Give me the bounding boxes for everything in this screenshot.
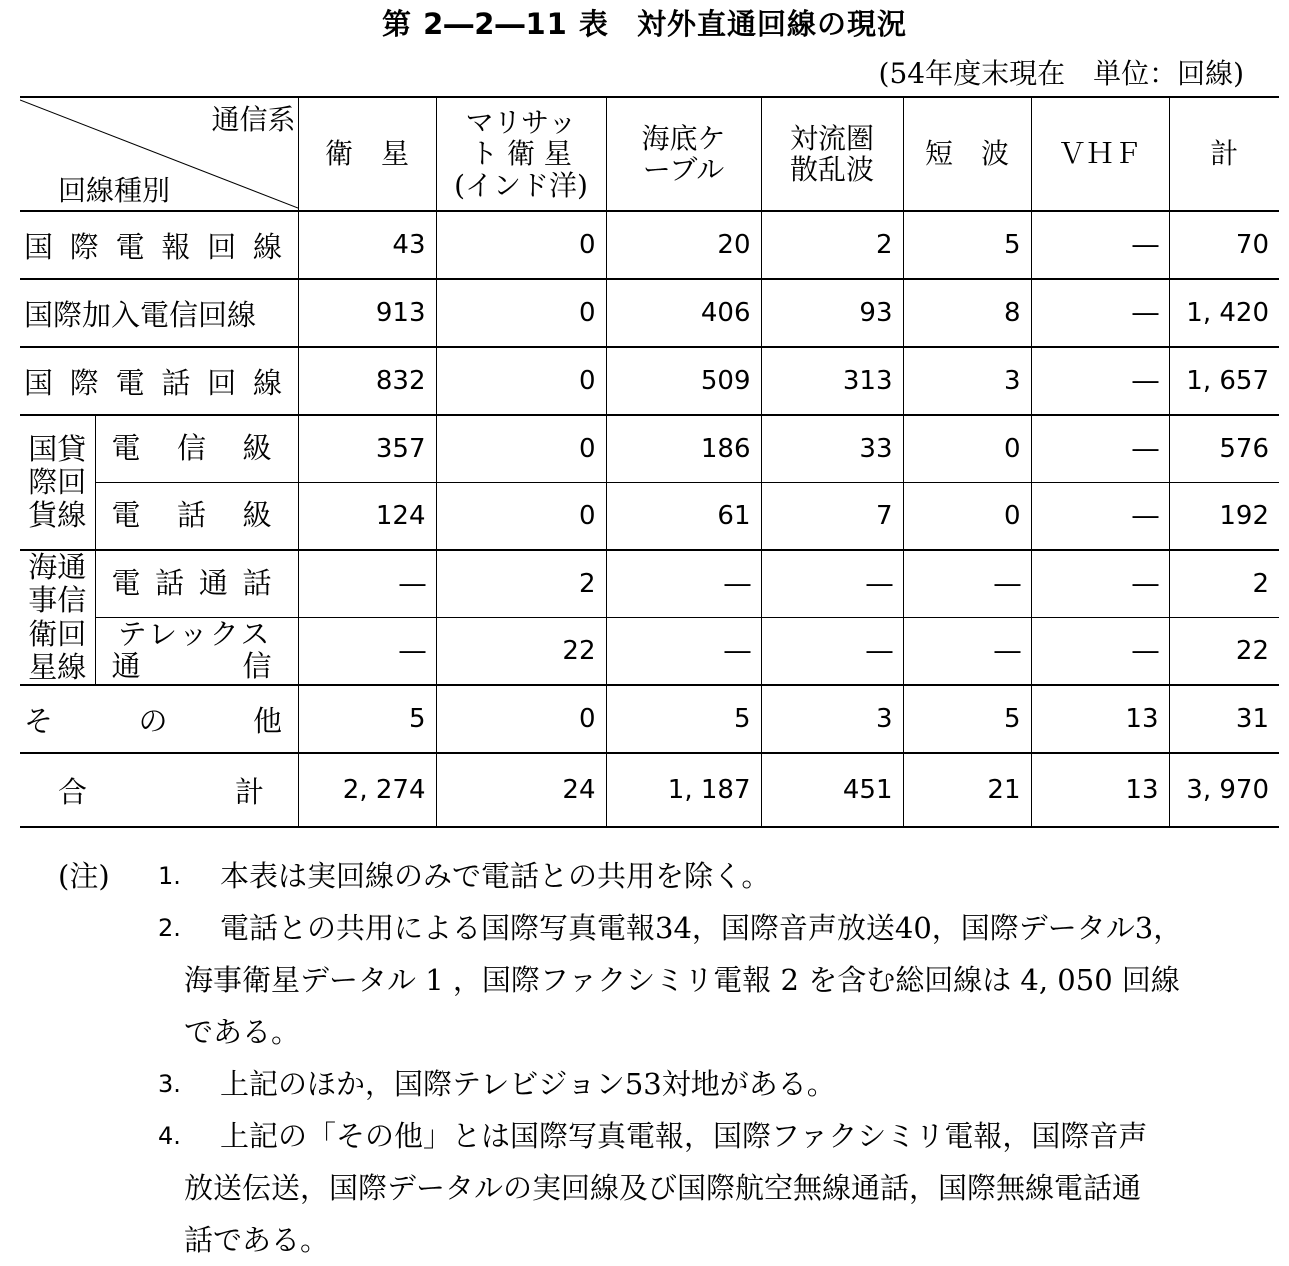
cell: 0 bbox=[436, 211, 606, 279]
unit-note: (54年度末現在 単位：回線) bbox=[878, 57, 1244, 90]
table-row bbox=[20, 618, 1279, 686]
col-header-cable: 海底ケ ーブル bbox=[606, 97, 761, 211]
cell: 186 bbox=[606, 415, 761, 483]
header-row bbox=[20, 97, 1279, 211]
table-title bbox=[0, 2, 1289, 43]
col-header-shortwave: 短 波 bbox=[903, 97, 1031, 211]
cell: 21 bbox=[903, 753, 1031, 827]
cell: ― bbox=[1031, 211, 1169, 279]
sub-row-label: 電 話 級 bbox=[95, 483, 298, 551]
cell: ― bbox=[298, 618, 436, 686]
note-item: 2. 電話との共用による国際写真電報34，国際音声放送40，国際データル3， 海事衛星データル 1 ，国際ファクシミリ電報 2 を含む総回線は 4, 050 回線 である。 bbox=[158, 911, 1183, 1049]
note-item: 4. 上記の「その他」とは国際写真電報，国際ファクシミリ電報，国際音声 放送伝送，国際データルの実回線及び国際航空無線通話，国際無線電話通 話である。 bbox=[158, 1119, 1148, 1257]
cell: 509 bbox=[606, 347, 761, 415]
circuits-table bbox=[20, 96, 1279, 828]
cell: ― bbox=[1031, 550, 1169, 618]
cell: ― bbox=[1031, 279, 1169, 347]
cell: ― bbox=[1031, 483, 1169, 551]
corner-bottom-label: 回線種別 bbox=[58, 173, 171, 207]
cell: 22 bbox=[436, 618, 606, 686]
cell: 0 bbox=[436, 685, 606, 753]
cell: 5 bbox=[298, 685, 436, 753]
row-label: 国 際 電 報 回 線 bbox=[20, 211, 298, 279]
notes-label: (注) bbox=[58, 859, 110, 893]
cell: 0 bbox=[436, 279, 606, 347]
table-number: 第 2―2―11 表 bbox=[382, 7, 609, 41]
cell: 2 bbox=[1169, 550, 1279, 618]
row-label: そ の 他 bbox=[20, 685, 298, 753]
cell: 576 bbox=[1169, 415, 1279, 483]
notes bbox=[58, 850, 1278, 1266]
cell: ― bbox=[1031, 415, 1169, 483]
row-label: 国 際 電 話 回 線 bbox=[20, 347, 298, 415]
cell: 451 bbox=[761, 753, 903, 827]
cell: 1, 420 bbox=[1169, 279, 1279, 347]
cell: 93 bbox=[761, 279, 903, 347]
cell: 61 bbox=[606, 483, 761, 551]
cell: 7 bbox=[761, 483, 903, 551]
table-row bbox=[20, 347, 1279, 415]
group-label-leased: 国貸 際回 貨線 bbox=[20, 415, 95, 550]
col-header-troposcatter: 対流圏 散乱波 bbox=[761, 97, 903, 211]
cell: ― bbox=[1031, 618, 1169, 686]
cell: 22 bbox=[1169, 618, 1279, 686]
cell: 832 bbox=[298, 347, 436, 415]
cell: ― bbox=[606, 618, 761, 686]
cell: 3 bbox=[761, 685, 903, 753]
table-row bbox=[20, 211, 1279, 279]
note-item: (注) 1. 本表は実回線のみで電話との共用を除く。 bbox=[58, 850, 1278, 902]
cell: 1, 187 bbox=[606, 753, 761, 827]
table-row bbox=[20, 550, 1279, 618]
cell: ― bbox=[903, 550, 1031, 618]
cell: 124 bbox=[298, 483, 436, 551]
table-title-text: 対外直通回線の現況 bbox=[636, 7, 907, 41]
cell: 13 bbox=[1031, 753, 1169, 827]
sub-row-label: テレックス 通 信 bbox=[95, 618, 298, 686]
cell: 8 bbox=[903, 279, 1031, 347]
cell: 13 bbox=[1031, 685, 1169, 753]
cell: 33 bbox=[761, 415, 903, 483]
cell: 5 bbox=[903, 685, 1031, 753]
group-label-maritime: 海通 事信 衛回 星線 bbox=[20, 550, 95, 685]
header-corner bbox=[20, 97, 298, 211]
cell: 357 bbox=[298, 415, 436, 483]
cell: 3, 970 bbox=[1169, 753, 1279, 827]
cell: 24 bbox=[436, 753, 606, 827]
cell: 0 bbox=[436, 483, 606, 551]
col-header-satellite: 衛 星 bbox=[298, 97, 436, 211]
note-item: 3. 上記のほか，国際テレビジョン53対地がある。 bbox=[158, 1067, 836, 1101]
cell: 1, 657 bbox=[1169, 347, 1279, 415]
col-header-total: 計 bbox=[1169, 97, 1279, 211]
cell: 313 bbox=[761, 347, 903, 415]
cell: 192 bbox=[1169, 483, 1279, 551]
cell: 2 bbox=[761, 211, 903, 279]
cell: 43 bbox=[298, 211, 436, 279]
cell: 2 bbox=[436, 550, 606, 618]
sub-row-label: 電 話 通 話 bbox=[95, 550, 298, 618]
total-row bbox=[20, 753, 1279, 827]
table-row bbox=[20, 415, 1279, 483]
cell: ― bbox=[298, 550, 436, 618]
cell: ― bbox=[761, 550, 903, 618]
cell: 70 bbox=[1169, 211, 1279, 279]
cell: 0 bbox=[436, 347, 606, 415]
cell: ― bbox=[761, 618, 903, 686]
table-row bbox=[20, 685, 1279, 753]
cell: 0 bbox=[903, 415, 1031, 483]
cell: 5 bbox=[606, 685, 761, 753]
table-row bbox=[20, 279, 1279, 347]
cell: 406 bbox=[606, 279, 761, 347]
col-header-marisat: マリサッ ト 衛 星 (インド洋) bbox=[436, 97, 606, 211]
cell: 3 bbox=[903, 347, 1031, 415]
cell: 913 bbox=[298, 279, 436, 347]
col-header-vhf: ＶＨＦ bbox=[1031, 97, 1169, 211]
cell: 0 bbox=[903, 483, 1031, 551]
cell: 0 bbox=[436, 415, 606, 483]
cell: 2, 274 bbox=[298, 753, 436, 827]
cell: 20 bbox=[606, 211, 761, 279]
table-row bbox=[20, 483, 1279, 551]
row-label: 国際加入電信回線 bbox=[20, 279, 298, 347]
cell: 5 bbox=[903, 211, 1031, 279]
cell: 31 bbox=[1169, 685, 1279, 753]
corner-top-label: 通信系 bbox=[211, 103, 296, 136]
total-label: 合 計 bbox=[20, 753, 298, 827]
cell: ― bbox=[903, 618, 1031, 686]
cell: ― bbox=[1031, 347, 1169, 415]
cell: ― bbox=[606, 550, 761, 618]
sub-row-label: 電 信 級 bbox=[95, 415, 298, 483]
